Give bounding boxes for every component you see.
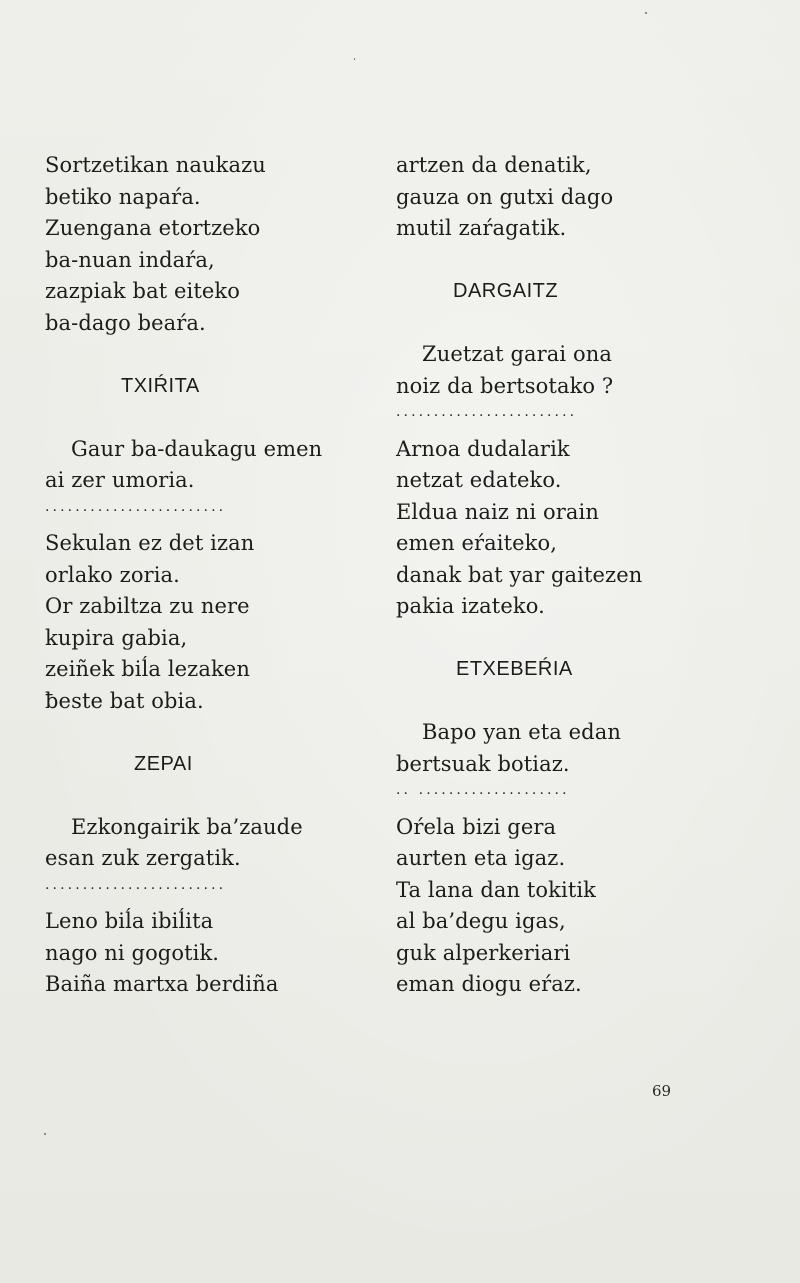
right-column xyxy=(396,150,696,1001)
zepai-intro xyxy=(45,812,345,875)
verse-line: betiko napaŕa. xyxy=(45,184,201,209)
txirita-intro xyxy=(45,434,345,497)
verse-line: guk alperkeriari xyxy=(396,940,571,965)
verse-line: Zuengana etortzeko xyxy=(45,216,261,240)
verse-line: ba-nuan indaŕa, xyxy=(45,247,215,272)
verse-line: netzat edateko. xyxy=(396,468,562,492)
verse-line: al ba’degu igas, xyxy=(396,909,566,933)
verse-line: noiz da bertsotako ? xyxy=(396,373,614,398)
paper-speck xyxy=(44,1133,46,1135)
dotted-separator: ........................ xyxy=(45,498,227,515)
verse-line: ba-dago beaŕa. xyxy=(45,310,206,335)
left-column xyxy=(45,150,345,1001)
verse-line: Gaur ba-daukagu emen xyxy=(71,436,323,461)
verse-line: esan zuk zergatik. xyxy=(45,846,241,870)
dotted-separator: ........................ xyxy=(45,876,227,893)
verse-line: mutil zaŕagatik. xyxy=(396,216,567,240)
verse-line: Eldua naiz ni orain xyxy=(396,499,599,524)
verse-line: Ezkongairik ba’zaude xyxy=(71,814,303,839)
dargaitz-verse xyxy=(396,434,696,623)
zepai-verse xyxy=(45,906,345,1001)
page-number: 69 xyxy=(652,1082,672,1100)
verse-line: pakia izateko. xyxy=(396,594,545,618)
section-heading-zepai: ZEPAI xyxy=(134,752,193,775)
verse-line: Sekulan ez det izan xyxy=(45,531,255,555)
dargaitz-intro xyxy=(396,339,696,402)
verse-line: artzen da denatik, xyxy=(396,153,592,177)
dotted-separator: .. .................... xyxy=(396,782,570,798)
verse-line: Ta lana dan tokitik xyxy=(396,877,596,902)
section-heading-dargaitz: DARGAITZ xyxy=(453,280,559,302)
stanza-opening xyxy=(45,150,345,339)
verse-line: zeiñek biĺa lezaken xyxy=(45,657,250,681)
paper-speck xyxy=(354,58,355,60)
verse-line: nago ni gogotik. xyxy=(45,940,220,965)
verse-line: ai zer umoria. xyxy=(45,468,195,492)
verse-line: danak bat yar gaitezen xyxy=(396,562,643,587)
verse-line: zazpiak bat eiteko xyxy=(45,279,240,303)
verse-line: Sortzetikan naukazu xyxy=(45,153,266,177)
verse-line: kupira gabia, xyxy=(45,625,188,650)
etxeberia-verse xyxy=(396,812,696,1001)
etxeberia-intro xyxy=(396,717,696,780)
paper-speck xyxy=(645,12,647,14)
verse-line: Arnoa dudalarik xyxy=(396,436,570,461)
section-heading-txirita: TXIŔITA xyxy=(121,374,200,397)
verse-line: Or zabiltza zu nere xyxy=(45,594,250,618)
section-heading-etxeberia: ETXEBEŔIA xyxy=(456,658,573,680)
verse-line: Leno biĺa ibiĺita xyxy=(45,909,214,933)
verse-line: bertsuak botiaz. xyxy=(396,751,570,776)
verse-line: Bapo yan eta edan xyxy=(422,720,621,744)
verse-line: aurten eta igaz. xyxy=(396,846,566,870)
txirita-verse xyxy=(45,528,345,717)
verse-line: eman diogu eŕaz. xyxy=(396,972,582,996)
verse-line: emen eŕaiteko, xyxy=(396,531,557,555)
continuation-stanza xyxy=(396,150,696,245)
verse-line: Oŕela bizi gera xyxy=(396,814,557,839)
verse-line: orlako zoria. xyxy=(45,562,180,587)
verse-line: Zuetzat garai ona xyxy=(422,342,612,366)
verse-line: ƀeste bat obia. xyxy=(45,688,204,713)
verse-line: gauza on gutxi dago xyxy=(396,184,614,209)
verse-line: Baiña martxa berdiña xyxy=(45,972,279,996)
dotted-separator: ........................ xyxy=(396,404,578,420)
